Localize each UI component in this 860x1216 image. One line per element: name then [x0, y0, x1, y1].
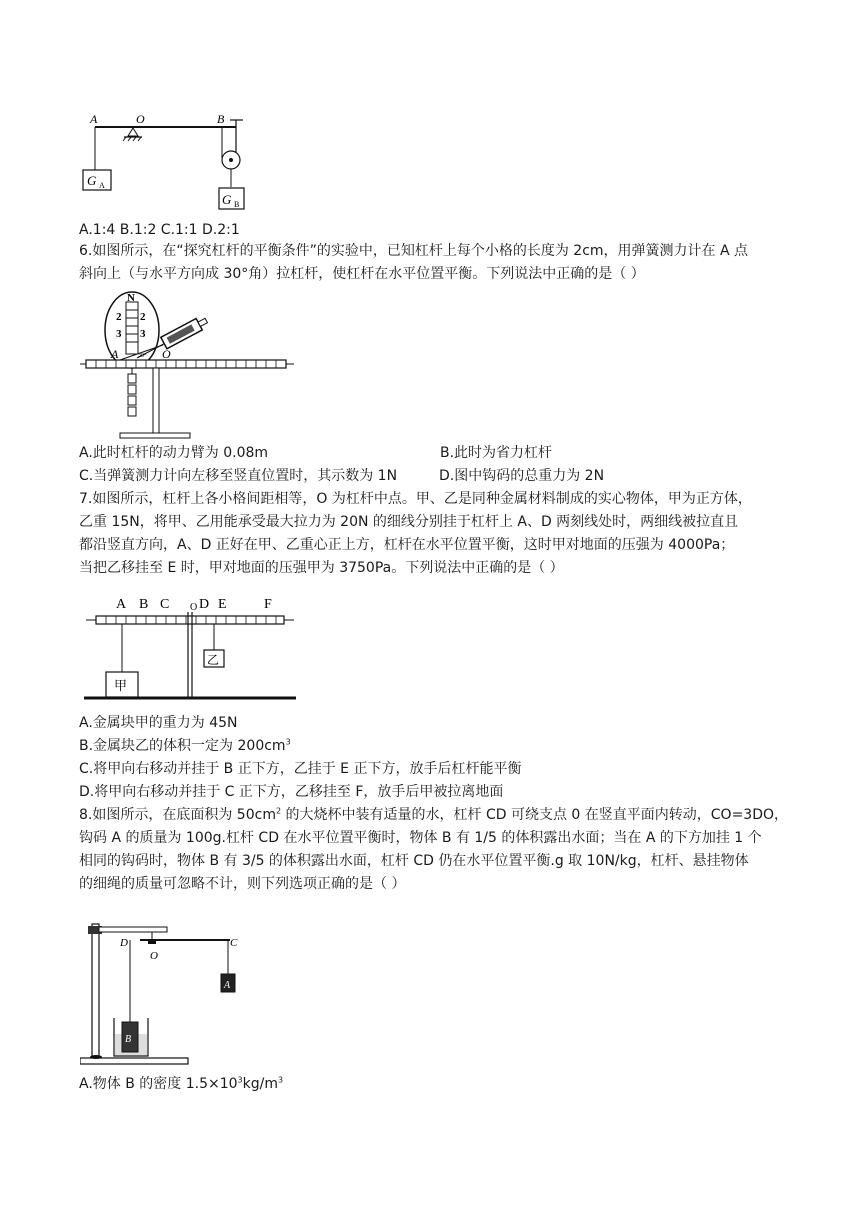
q8-beaker-lever-figure	[80, 918, 250, 1070]
svg-text:A: A	[99, 181, 105, 190]
q7-option-d: D.将甲向右移动并挂于 C 正下方，乙移挂至 F，放手后甲被拉离地面	[79, 784, 504, 800]
svg-text:C: C	[160, 597, 170, 612]
q8-stem-line-4: 的细绳的质量可忽略不计，则下列选项正确的是（ ）	[79, 876, 406, 892]
q5-options: A.1:4 B.1:2 C.1:1 D.2:1	[79, 222, 240, 238]
q8-option-a: A.物体 B 的密度 $1.5\times 10^3kg/m^3$	[79, 1075, 284, 1092]
svg-text:3: 3	[140, 328, 146, 340]
svg-text:乙: 乙	[207, 653, 220, 667]
svg-text:O: O	[150, 950, 158, 962]
q5-lever-pulley-figure	[78, 112, 258, 222]
svg-text:B: B	[139, 597, 149, 612]
svg-text:A: A	[111, 347, 119, 361]
svg-text:2: 2	[140, 311, 146, 323]
svg-text:甲: 甲	[114, 678, 128, 693]
q7-stem-line-2: 乙重 15N，将甲、乙用能承受最大拉力为 20N 的细线分别挂于杠杆上 A、D 两刻线处时，两细线被拉直且	[79, 514, 739, 530]
q8-stem-line-2: 钩码 A 的质量为 100g.杠杆 CD 在水平位置平衡时，物体 B 有 1/5 的体积露出水面；当在 A 的下方加挂 1 个	[79, 830, 762, 846]
q6-option-b: B.此时为省力杠杆	[440, 445, 553, 461]
svg-text:A: A	[116, 597, 127, 612]
q7-option-c: C.将甲向右移动并挂于 B 正下方，乙挂于 E 正下方，放手后杠杆能平衡	[79, 761, 522, 777]
svg-text:B: B	[234, 200, 240, 209]
svg-text:O: O	[136, 112, 145, 126]
svg-text:B: B	[125, 1034, 132, 1045]
svg-text:G: G	[222, 192, 232, 207]
svg-text:2: 2	[116, 311, 122, 323]
q7-option-a: A.金属块甲的重力为 45N	[79, 715, 238, 731]
q6-spring-scale-figure	[80, 290, 295, 442]
svg-text:F: F	[264, 597, 272, 612]
svg-text:G: G	[87, 173, 97, 188]
svg-text:N: N	[127, 292, 135, 304]
svg-text:D: D	[120, 937, 128, 949]
q8-stem-line-3: 相同的钩码时，物体 B 有 3/5 的体积露出水面，杠杆 CD 仍在水平位置平衡.g 取 10N/kg，杠杆、悬挂物体	[79, 853, 749, 869]
svg-text:3: 3	[116, 328, 122, 340]
svg-text:D: D	[199, 597, 210, 612]
svg-text:A: A	[90, 112, 98, 126]
svg-text:B: B	[217, 112, 225, 126]
q6-option-d: D.图中钩码的总重力为 2N	[439, 468, 605, 484]
q6-stem-line-1: 6.如图所示，在“探究杠杆的平衡条件”的实验中，已知杠杆上每个小格的长度为 2cm，用弹簧测力计在 A 点	[79, 243, 749, 259]
svg-text:O: O	[190, 602, 198, 613]
q6-option-c: C.当弹簧测力计向左移至竖直位置时，其示数为 1N	[79, 468, 398, 484]
q6-option-a: A.此时杠杆的动力臂为 0.08m	[79, 445, 269, 461]
svg-text:E: E	[218, 597, 227, 612]
q7-stem-line-4: 当把乙移挂至 E 时，甲对地面的压强甲为 3750Pa。下列说法中正确的是（ ）	[79, 560, 564, 576]
svg-text:O: O	[162, 347, 171, 361]
q7-stem-line-3: 都沿竖直方向，A、D 正好在甲、乙重心正上方，杠杆在水平位置平衡，这时甲对地面的压强为 4000Pa；	[79, 537, 735, 553]
q8-stem-line-1: 8.如图所示，在底面积为 $50cm^2$ 的大烧杯中装有适量的水，杠杆 CD 可绕支点 0 在竖直平面内转动，CO=3DO，	[79, 806, 789, 823]
q7-option-b: B.金属块乙的体积一定为 $200cm^3$	[79, 737, 291, 754]
svg-text:A: A	[224, 980, 231, 991]
svg-text:30°: 30°	[138, 353, 147, 359]
q6-stem-line-2: 斜向上（与水平方向成 30°角）拉杠杆，使杠杆在水平位置平衡。下列说法中正确的是（ ）	[79, 266, 645, 282]
q7-stem-line-1: 7.如图所示，杠杆上各小格间距相等，O 为杠杆中点。甲、乙是同种金属材料制成的实心物体，甲为正方体，	[79, 491, 752, 507]
q7-lever-figure	[84, 592, 296, 702]
svg-text:C: C	[230, 937, 238, 949]
